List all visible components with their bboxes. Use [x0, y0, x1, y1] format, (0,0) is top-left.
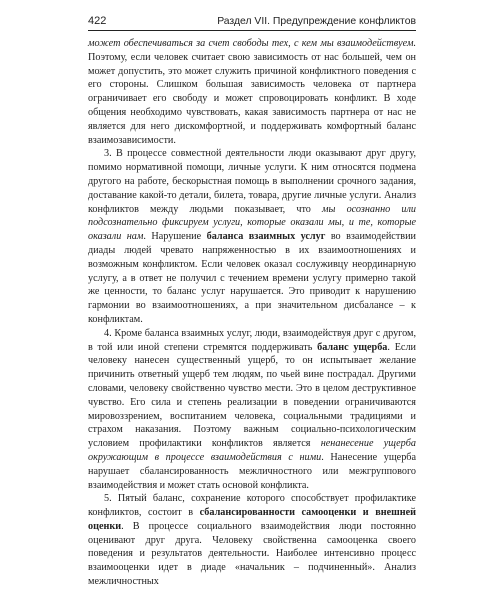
- paragraph-continuation: [88, 37, 416, 147]
- p3-text-3: во взаимодействии диады людей чревато напряженностью в их взаимоотношениях и возможным конфликтом. Если человек оказал сослуживцу неординарную услугу, а в ответ не получил с течением времени услугу примерно такой же ценности, то баланс услуг нарушается. Это приводит к нарушению гармонии во взаимоотношениях, а при значительном дисбалансе – к конфликтам.: [88, 231, 416, 325]
- p4-italic-1: ненанесение ущерба окружающим в процессе взаимодействия с ними: [88, 438, 416, 463]
- p5-text-2: . В процессе социального взаимодействия люди постоянно оценивают друг друга. Человеку свойственна самооценка своего поведения и результатов деятельности. Наиболее интенсивно процесс взаимооценки идет в диаде «начальник – подчиненный». Анализ межличностных: [88, 520, 416, 588]
- page-number: 422: [88, 15, 107, 27]
- p5-text-1: 5. Пятый баланс, сохранение которого способствует профилактике конфликтов, состоит в: [88, 493, 416, 519]
- running-title: Раздел VII. Предупреждение конфликтов: [217, 16, 416, 27]
- p4-text-3: . Нанесение ущерба нарушает сбалансированность межличностного или межгруппового взаимодействия и может стать основой конфликта.: [88, 451, 416, 491]
- continuation-italic-lead: может обеспечиваться за счет свободы тех, с кем мы взаимодействуем.: [88, 38, 416, 49]
- p3-italic-1: мы осознанно или подсознательно фиксируем услуги, которые оказали мы, и те, которые оказали нам: [88, 203, 416, 243]
- p3-text-1: 3. В процессе совместной деятельности люди оказывают друг другу, помимо нормативной помощи, личные услуги. К ним относятся подмена другого на работе, бескорыстная помощь в выполнении срочного задания, доставание какой-то детали, билета, товара, другие личные услуги. Анализ конфликтов между людьми показывает, что: [88, 148, 416, 215]
- p5-bold-term: сбалансированности самооценки и внешней оценки: [88, 507, 416, 532]
- p4-text-2: . Если человеку нанесен существенный ущерб, то он испытывает желание причинить ответный ущерб тем людям, по чьей вине пострадал. Другими словами, человеку свойственно чувство мести. Это в целом деструктивное чувство. Его сила и степень реализации в поведении ограничиваются мировоззрением, воспитанием человека, социальными традициями и страхом наказания. Поэтому важным социально-психологическим условием профилактики конфликтов является: [88, 341, 416, 450]
- p3-text-2: . Нарушение: [143, 231, 207, 243]
- page-body: [88, 37, 416, 589]
- p3-bold-term: баланса взаимных услуг: [206, 231, 326, 243]
- continuation-text: Поэтому, если человек считает свою зависимость от нас большей, чем он может допустить, это может служить причиной конфликтного поведения с его стороны. Слишком большая зависимость человека от партнера ограничивает его свободу и может спровоцировать конфликт. В ходе общения необходимо чувствовать, какая зависимость партнера от нас не является для него дискомфортной, и поддерживать комфортный баланс взаимозависимости.: [88, 51, 416, 146]
- p4-bold-term: баланс ущерба: [317, 341, 388, 353]
- paragraph-5: [88, 492, 416, 589]
- paragraph-3: [88, 147, 416, 326]
- page-header: [88, 0, 416, 31]
- p4-text-1: 4. Кроме баланса взаимных услуг, люди, взаимодействуя друг с другом, в той или иной степени стремятся поддерживать: [88, 327, 416, 353]
- paragraph-4: [88, 327, 416, 493]
